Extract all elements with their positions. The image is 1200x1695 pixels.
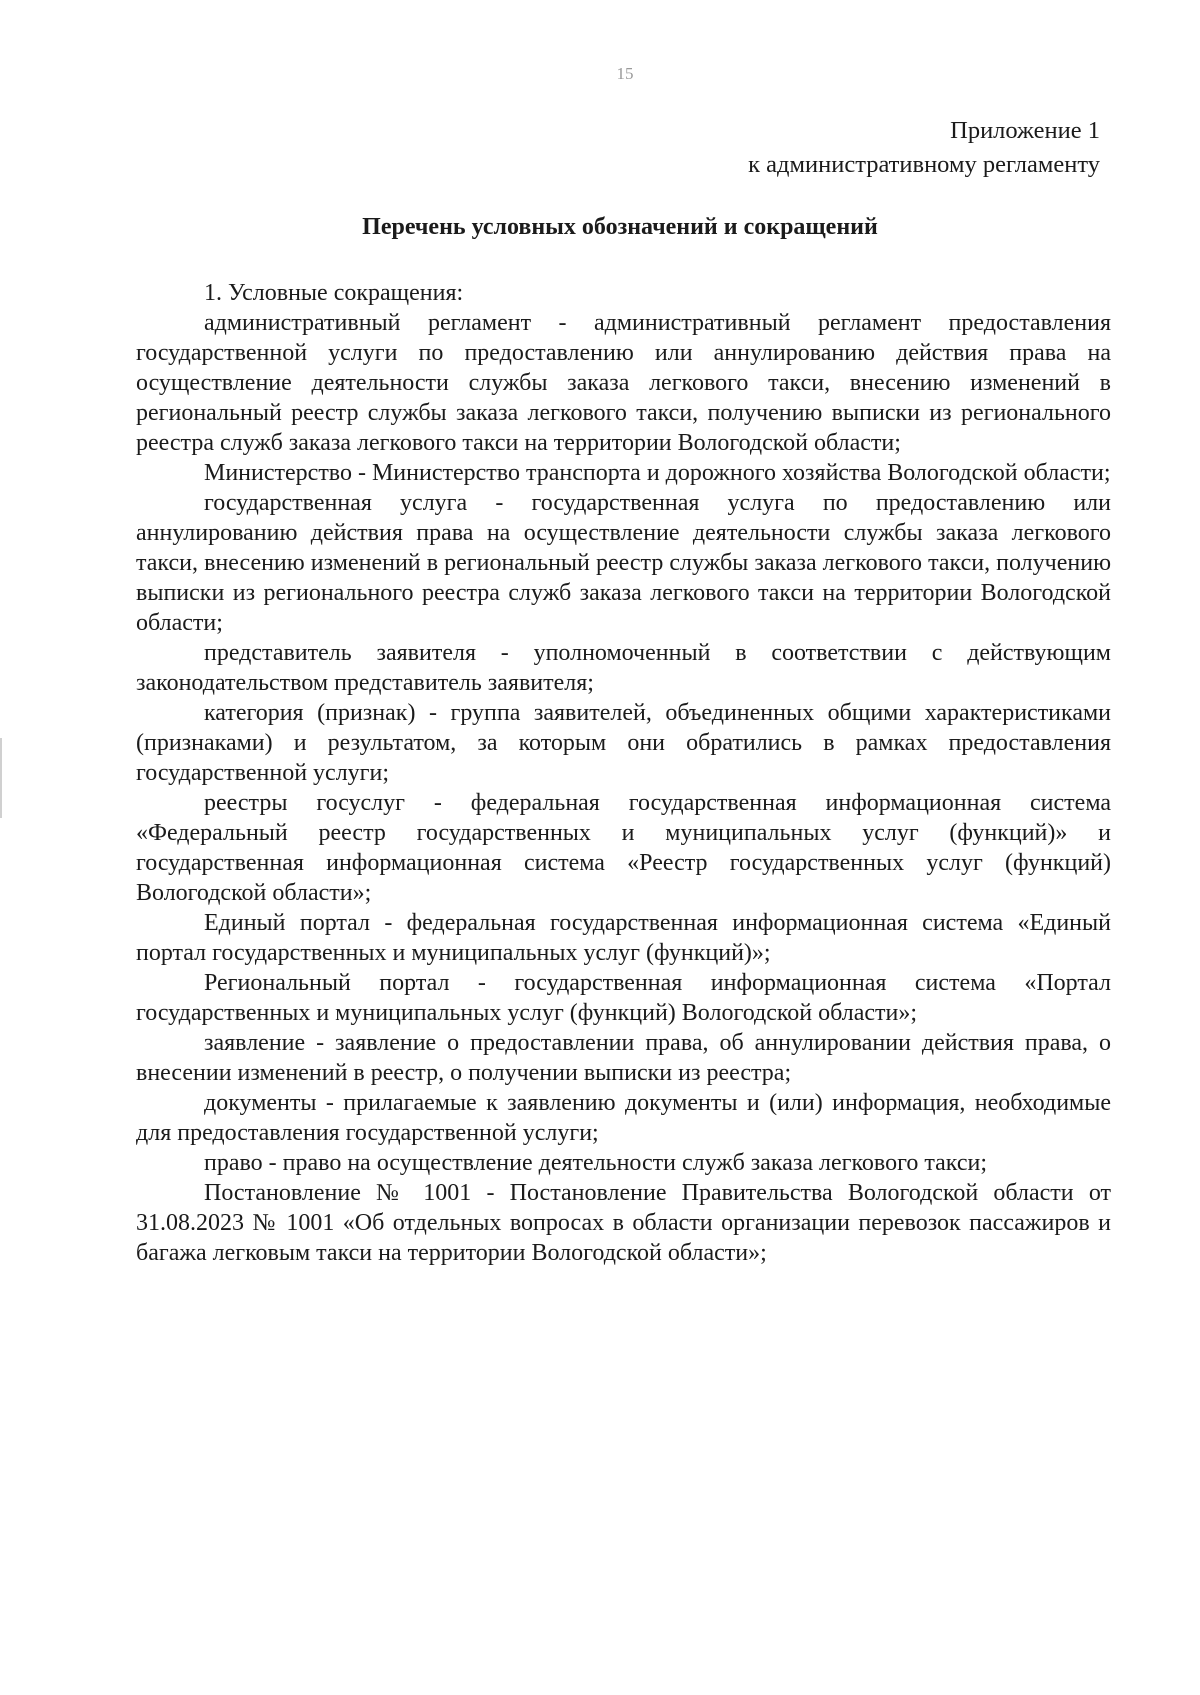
appendix-heading: [748, 114, 1100, 182]
page-number: 15: [616, 64, 634, 83]
document-body: [136, 278, 1111, 1268]
scan-edge-mark: [0, 738, 2, 818]
definition-paragraph: реестры госуслуг - федеральная государственная информационная система «Федеральный реестр государственных и муниципальных услуг (функций)» и государственная информационная система «Реестр государственных услуг (функций) Вологодской области»;: [136, 790, 1111, 906]
appendix-line-1: Приложение 1: [950, 117, 1100, 144]
definition-paragraph: категория (признак) - группа заявителей, объединенных общими характеристиками (признаками) и результатом, за которым они обратились в рамках предоставления государственной услуги;: [136, 700, 1111, 786]
definition-paragraph: административный регламент - административный регламент предоставления государственной услуги по предоставлению или аннулированию действия права на осуществление деятельности службы заказа легкового такси, внесению изменений в региональный реестр службы заказа легкового такси, получению выписки из регионального реестра служб заказа легкового такси на территории Вологодской области;: [136, 310, 1111, 456]
document-title: Перечень условных обозначений и сокращений: [362, 214, 878, 240]
definition-paragraph: право - право на осуществление деятельности служб заказа легкового такси;: [204, 1150, 987, 1176]
definition-paragraph: Единый портал - федеральная государственная информационная система «Единый портал государственных и муниципальных услуг (функций)»;: [136, 910, 1111, 966]
definition-paragraph: заявление - заявление о предоставлении права, об аннулировании действия права, о внесении изменений в реестр, о получении выписки из реестра;: [136, 1030, 1111, 1086]
definition-paragraph: государственная услуга - государственная услуга по предоставлению или аннулированию действия права на осуществление деятельности службы заказа легкового такси, внесению изменений в региональный реестр службы заказа легкового такси, получению выписки из регионального реестра служб заказа легкового такси на территории Вологодской области;: [136, 490, 1111, 636]
definition-paragraph: Министерство - Министерство транспорта и дорожного хозяйства Вологодской области;: [204, 460, 1111, 486]
appendix-line-2: к административному регламенту: [748, 151, 1100, 178]
definition-paragraph: документы - прилагаемые к заявлению документы и (или) информация, необходимые для предоставления государственной услуги;: [136, 1090, 1111, 1146]
section-heading: 1. Условные сокращения:: [204, 280, 464, 306]
definition-paragraph: Постановление № 1001 - Постановление Правительства Вологодской области от 31.08.2023 № 1001 «Об отдельных вопросах в области организации перевозок пассажиров и багажа легковым такси на территории Вологодской области»;: [136, 1180, 1111, 1266]
definition-paragraph: представитель заявителя - уполномоченный в соответствии с действующим законодательством представитель заявителя;: [136, 640, 1111, 696]
definition-paragraph: Региональный портал - государственная информационная система «Портал государственных и муниципальных услуг (функций) Вологодской области»;: [136, 970, 1111, 1026]
